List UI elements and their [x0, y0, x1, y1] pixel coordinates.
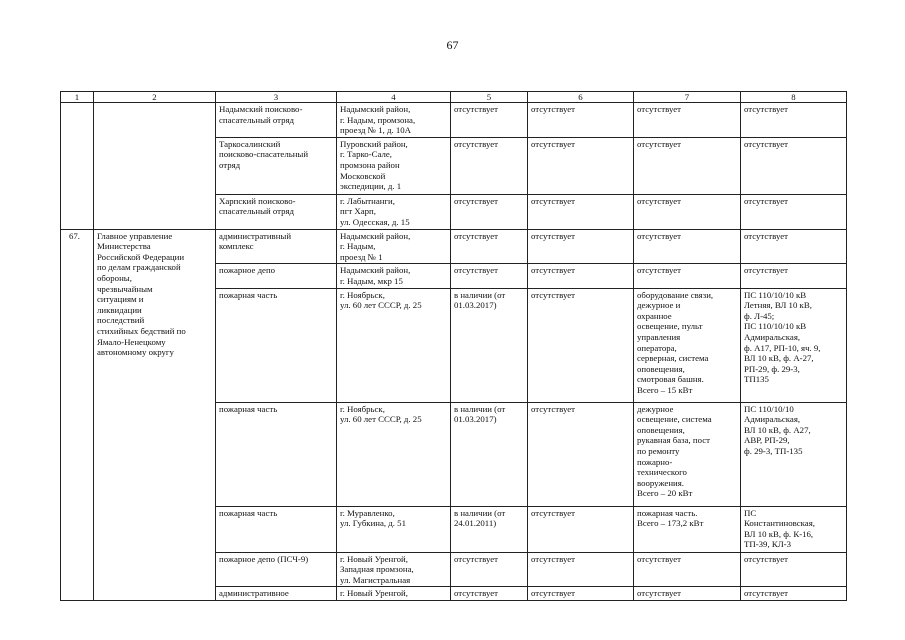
cell-address: Пуровский район, г. Тарко-Сале, промзона район Московской экспедиции, д. 1	[337, 137, 451, 194]
cell-col7: отсутствует	[634, 264, 741, 288]
cell-col7: отсутствует	[634, 587, 741, 601]
column-number: 8	[741, 92, 847, 103]
cell-object: пожарная часть	[216, 288, 337, 402]
cell-col5: в наличии (от 01.03.2017)	[451, 288, 528, 402]
cell-col6: отсутствует	[528, 506, 634, 552]
cell-col6: отсутствует	[528, 229, 634, 264]
cell-address: г. Новый Уренгой,	[337, 587, 451, 601]
cell-col6: отсутствует	[528, 587, 634, 601]
cell-address: г. Муравленко, ул. Губкина, д. 51	[337, 506, 451, 552]
cell-col6: отсутствует	[528, 288, 634, 402]
cell-address: г. Лабытнанги, пгт Харп, ул. Одесская, д. 15	[337, 194, 451, 229]
cell-col8: ПС Константиновская, ВЛ 10 кВ, ф. К-16, ТП-39, КЛ-3	[741, 506, 847, 552]
cell-col5: отсутствует	[451, 103, 528, 138]
cell-col8: отсутствует	[741, 194, 847, 229]
cell-col7: пожарная часть. Всего – 173,2 кВт	[634, 506, 741, 552]
cell-object: пожарная часть	[216, 506, 337, 552]
entry-organization: Главное управление Министерства Российской Федерации по делам гражданской обороны, чрезвычайным ситуациям и ликвидации последствий стихийных бедствий по Ямало-Ненецкому автономному округу	[94, 229, 216, 600]
cell-col5: отсутствует	[451, 552, 528, 587]
cell-col5: отсутствует	[451, 264, 528, 288]
cell-col8: отсутствует	[741, 264, 847, 288]
cell-col6: отсутствует	[528, 402, 634, 506]
column-number: 6	[528, 92, 634, 103]
cell-empty	[61, 103, 94, 230]
cell-col6: отсутствует	[528, 264, 634, 288]
column-number: 4	[337, 92, 451, 103]
cell-col5: отсутствует	[451, 137, 528, 194]
cell-object: административный комплекс	[216, 229, 337, 264]
cell-col7: оборудование связи, дежурное и охранное освещение, пульт управления оператора, серверная, система оповещения, смотровая башня. Всего – 15 кВт	[634, 288, 741, 402]
table-row	[61, 103, 847, 138]
cell-col6: отсутствует	[528, 194, 634, 229]
cell-col8: отсутствует	[741, 229, 847, 264]
cell-object: пожарное депо	[216, 264, 337, 288]
column-number: 3	[216, 92, 337, 103]
column-number: 7	[634, 92, 741, 103]
cell-col8: отсутствует	[741, 552, 847, 587]
cell-col8: ПС 110/10/10 Адмиральская, ВЛ 10 кВ, ф. А27, АВР, РП-29, ф. 29-3, ТП-135	[741, 402, 847, 506]
page-number: 67	[446, 38, 459, 52]
cell-col8: отсутствует	[741, 103, 847, 138]
cell-address: г. Ноябрьск, ул. 60 лет СССР, д. 25	[337, 288, 451, 402]
entry-number: 67.	[61, 229, 94, 600]
cell-col7: отсутствует	[634, 103, 741, 138]
cell-col6: отсутствует	[528, 137, 634, 194]
cell-col8: отсутствует	[741, 587, 847, 601]
cell-address: г. Ноябрьск, ул. 60 лет СССР, д. 25	[337, 402, 451, 506]
cell-col6: отсутствует	[528, 552, 634, 587]
cell-object: Надымский поисково- спасательный отряд	[216, 103, 337, 138]
data-table	[60, 91, 847, 601]
cell-col6: отсутствует	[528, 103, 634, 138]
cell-object: пожарная часть	[216, 402, 337, 506]
cell-address: г. Новый Уренгой, Западная промзона, ул. Магистральная	[337, 552, 451, 587]
cell-col7: отсутствует	[634, 137, 741, 194]
cell-col7: отсутствует	[634, 194, 741, 229]
cell-col7: отсутствует	[634, 229, 741, 264]
cell-object: Таркосалинский поисково-спасательный отряд	[216, 137, 337, 194]
cell-address: Надымский район, г. Надым, мкр 15	[337, 264, 451, 288]
cell-object: административное	[216, 587, 337, 601]
cell-col7: дежурное освещение, система оповещения, рукавная база, пост по ремонту пожарно- технического вооружения. Всего – 20 кВт	[634, 402, 741, 506]
cell-col5: в наличии (от 24.01.2011)	[451, 506, 528, 552]
column-number: 1	[61, 92, 94, 103]
cell-col8: ПС 110/10/10 кВ Летняя, ВЛ 10 кВ, ф. Л-45; ПС 110/10/10 кВ Адмиральская, ф. А17, РП-10, яч. 9, ВЛ 10 кВ, ф. А-27, РП-29, ф. 29-3, ТП135	[741, 288, 847, 402]
cell-empty	[94, 103, 216, 230]
table-row	[61, 229, 847, 264]
column-number: 5	[451, 92, 528, 103]
cell-col5: отсутствует	[451, 587, 528, 601]
cell-address: Надымский район, г. Надым, промзона, проезд № 1, д. 10А	[337, 103, 451, 138]
cell-object: пожарное депо (ПСЧ-9)	[216, 552, 337, 587]
cell-col7: отсутствует	[634, 552, 741, 587]
cell-col5: отсутствует	[451, 229, 528, 264]
column-number: 2	[94, 92, 216, 103]
cell-object: Харпский поисково- спасательный отряд	[216, 194, 337, 229]
cell-col5: отсутствует	[451, 194, 528, 229]
cell-address: Надымский район, г. Надым, проезд № 1	[337, 229, 451, 264]
cell-col5: в наличии (от 01.03.2017)	[451, 402, 528, 506]
column-number-row	[61, 92, 847, 103]
cell-col8: отсутствует	[741, 137, 847, 194]
